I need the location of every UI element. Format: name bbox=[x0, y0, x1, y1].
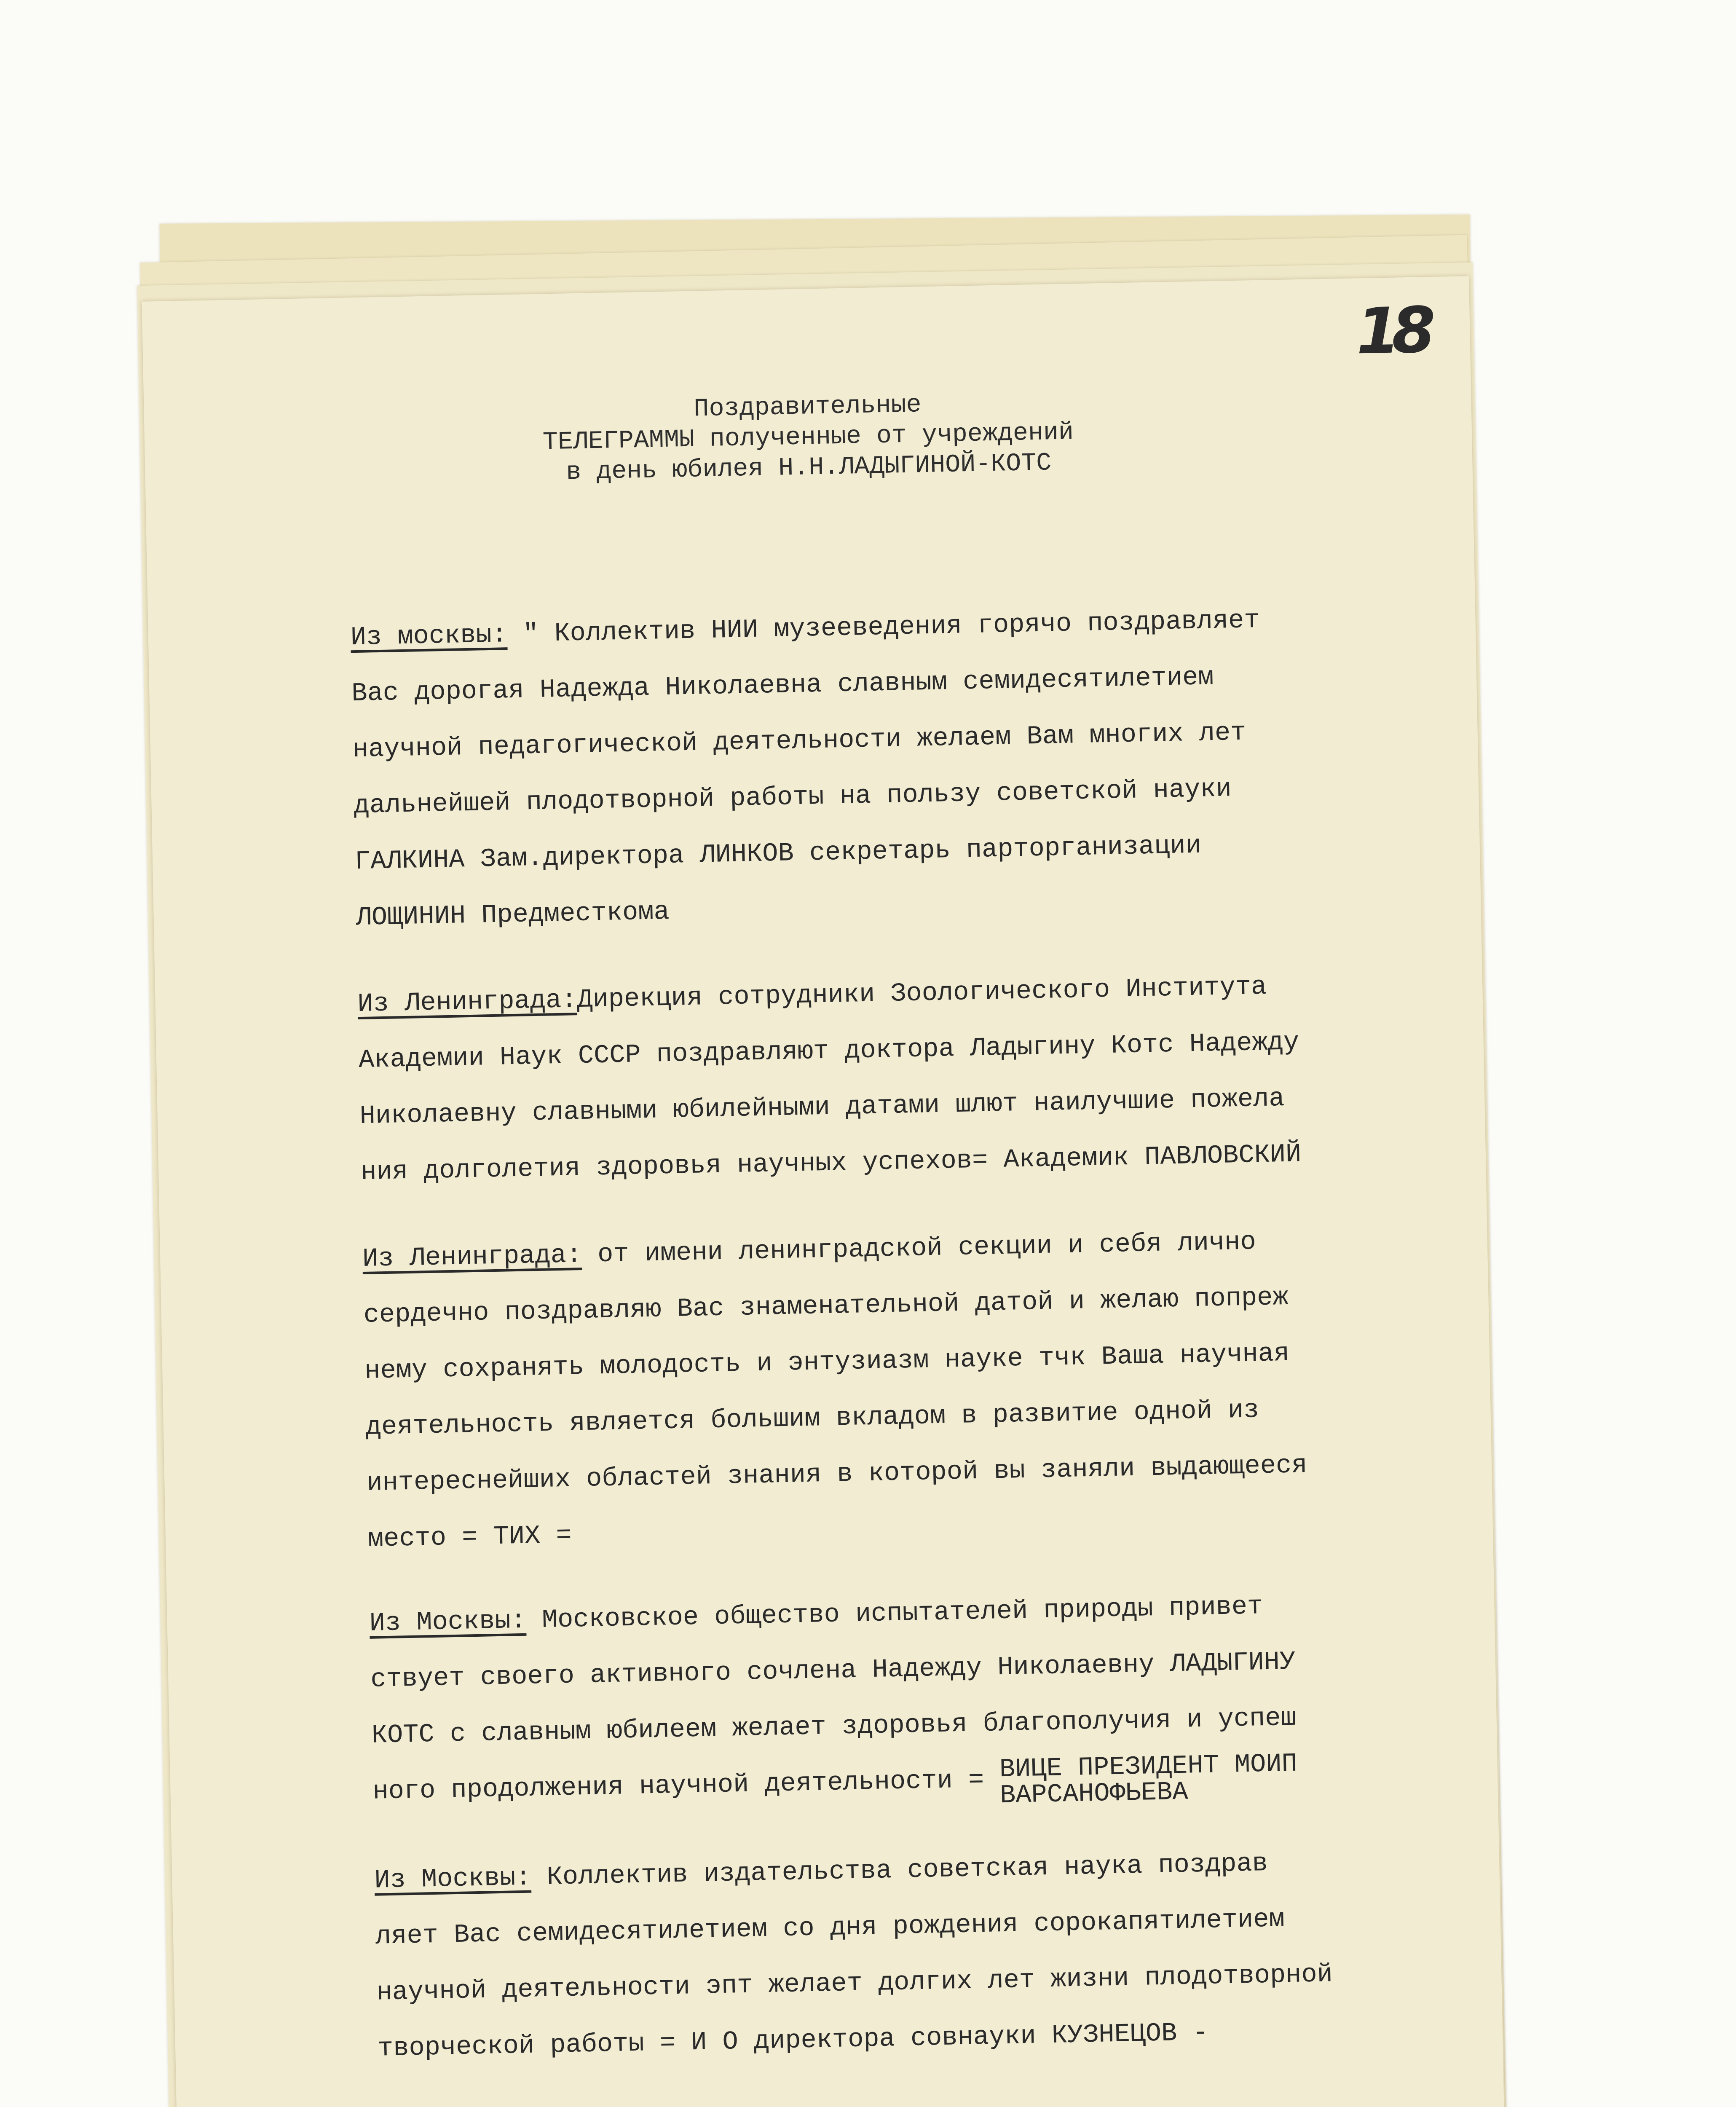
telegram-5 bbox=[374, 1831, 1482, 2076]
telegram-line: ГАЛКИНА Зам.директора ЛИНКОВ секретарь парторганизации bbox=[354, 830, 1202, 877]
telegram-source: Из москвы: bbox=[350, 619, 508, 653]
telegram-2 bbox=[357, 955, 1465, 1200]
telegram-line: сердечно поздравляю Вас знаменательной датой и желаю попреж bbox=[363, 1282, 1289, 1330]
telegram-line: Из Ленинграда: от имени ленинградской секции и себя лично bbox=[362, 1227, 1256, 1274]
document-page bbox=[142, 276, 1506, 2107]
title-line-1: Поздравительные bbox=[693, 391, 922, 424]
telegram-line: Из Москвы: Коллектив издательства советская наука поздрав bbox=[374, 1848, 1268, 1895]
signature bbox=[999, 1746, 1298, 1809]
telegram-line: Академии Наук СССР поздравляют доктора Ладыгину Котс Надежду bbox=[358, 1027, 1299, 1075]
telegram-line: КОТС с славным юбилеем желает здоровья благополучия и успеш bbox=[371, 1702, 1297, 1750]
telegram-source: Из Москвы: bbox=[369, 1605, 527, 1638]
telegram-line: Николаевну славными юбилейными датами шлют наилучшие пожела bbox=[359, 1083, 1285, 1131]
telegram-line: ствует своего активного сочлена Надежду Николаевну ЛАДЫГИНУ bbox=[370, 1646, 1296, 1694]
telegram-line: Вас дорогая Надежда Николаевна славным семидесятилетием bbox=[351, 662, 1214, 709]
signature-title: ВИЦЕ ПРЕЗИДЕНТ МОИП bbox=[999, 1748, 1298, 1785]
telegram-line: Из Москвы: Московское общество испытателей природы привет bbox=[369, 1591, 1263, 1638]
telegram-line: ного продолжения научной деятельности = ВИЦЕ ПРЕЗИДЕНТ МОИП ВАРСАНОФЬЕВА bbox=[372, 1742, 1477, 1820]
telegram-line: интереснейших областей знания в которой вы заняли выдающееся bbox=[366, 1450, 1308, 1498]
telegram-source: Из Ленинграда: bbox=[357, 985, 578, 1019]
telegram-1 bbox=[350, 588, 1460, 946]
telegram-line: Из москвы: " Коллектив НИИ музееведения горячо поздравляет bbox=[350, 605, 1260, 653]
telegram-line: ния долголетия здоровья научных успехов= Академик ПАВЛОВСКИЙ bbox=[360, 1139, 1302, 1188]
title-line-2: ТЕЛЕГРАММЫ полученные от учреждений bbox=[542, 418, 1074, 457]
telegram-line: деятельность является большим вкладом в развитие одной из bbox=[365, 1395, 1259, 1442]
title-line-3: в день юбилея Н.Н.ЛАДЫГИНОЙ-КОТС bbox=[565, 449, 1052, 487]
folio-number: 18 bbox=[1355, 294, 1428, 369]
document-title bbox=[144, 379, 1473, 496]
telegram-line: научной педагогической деятельности желаем Вам многих лет bbox=[352, 717, 1247, 765]
telegram-line: ЛОЩИНИН Предместкома bbox=[355, 896, 670, 933]
telegram-line: место = ТИХ = bbox=[367, 1520, 572, 1554]
telegram-4 bbox=[369, 1574, 1477, 1820]
telegram-source: Из Москвы: bbox=[374, 1862, 532, 1895]
telegram-source: Из Ленинграда: bbox=[362, 1240, 582, 1274]
telegram-line: творческой работы = И О директора совнауки КУЗНЕЦОВ - bbox=[377, 2017, 1209, 2064]
telegram-line: нему сохранять молодость и энтузиазм науке тчк Ваша научная bbox=[364, 1338, 1290, 1386]
telegram-line: ляет Вас семидесятилетием со дня рождения сорокапятилетием bbox=[375, 1904, 1285, 1952]
telegram-3 bbox=[362, 1210, 1472, 1567]
telegram-line: дальнейшей плодотворной работы на пользу советской науки bbox=[353, 774, 1232, 821]
telegram-line: научной деятельности эпт желает долгих лет жизни плодотворной bbox=[376, 1959, 1333, 2008]
signature-name: ВАРСАНОФЬЕВА bbox=[999, 1777, 1189, 1811]
telegram-line: Из Ленинграда:Дирекция сотрудники Зоологического Института bbox=[357, 971, 1267, 1019]
